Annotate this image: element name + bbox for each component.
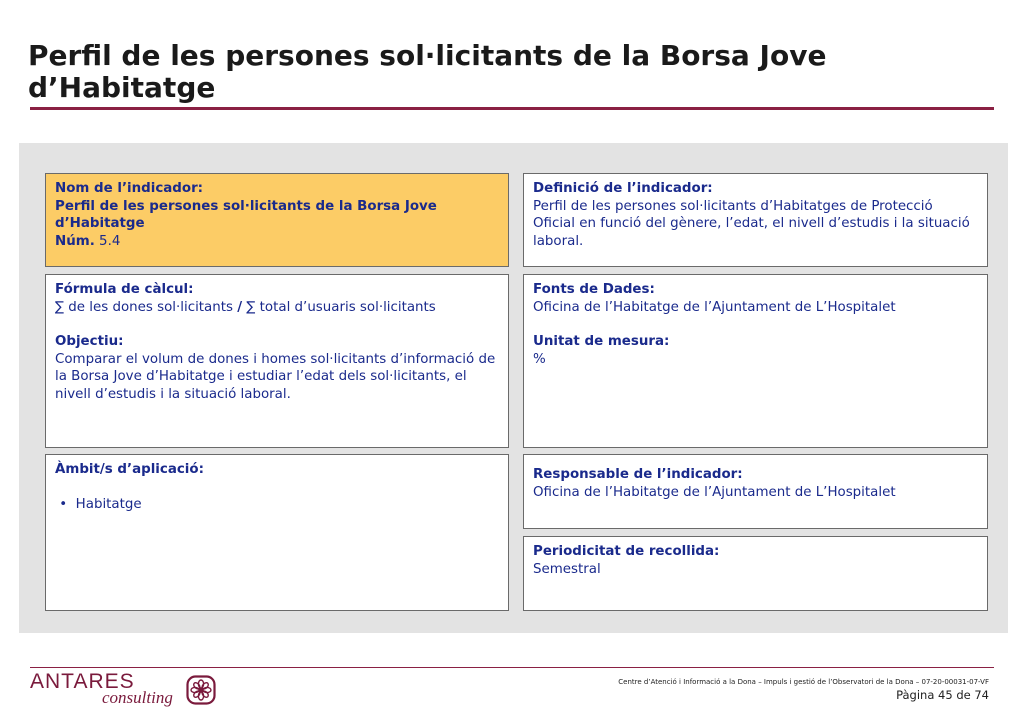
data-sources-label: Fonts de Dades: (533, 282, 655, 297)
data-sources-box (523, 274, 988, 448)
definition-box (523, 173, 988, 267)
formula-denominator: ∑ total d’usuaris sol·licitants (246, 299, 436, 315)
formula-operator: / (237, 299, 243, 315)
responsible-box (523, 454, 988, 529)
formula-label: Fórmula de càlcul: (55, 282, 194, 297)
indicator-number (55, 233, 499, 251)
footer-divider (30, 667, 994, 668)
definition-value: Perfil de les persones sol·licitants d’Habitatges de Protecció Oficial en funció del gènere, l’edat, el nivell d’estudis i la situació laboral. (533, 198, 970, 249)
page-number: Pàgina 45 de 74 (896, 688, 989, 702)
footer-document-info: Centre d’Atenció i Informació a la Dona – Impuls i gestió de l’Observatori de la Dona – 07-20-00031-07-VF (618, 678, 989, 686)
flower-logo-icon (186, 675, 216, 705)
scope-box (45, 454, 509, 611)
formula-numerator: ∑ de les dones sol·licitants (55, 299, 233, 315)
responsible-label: Responsable de l’indicador: (533, 467, 743, 482)
indicator-name-label: Nom de l’indicador: (55, 181, 204, 196)
unit-value: % (533, 351, 546, 367)
company-logo-subtext: consulting (102, 688, 173, 707)
objective-label: Objectiu: (55, 334, 124, 349)
page-title: Perfil de les persones sol·licitants de la Borsa Jove d’Habitatge (28, 39, 827, 104)
data-sources-value: Oficina de l’Habitatge de l’Ajuntament de L’Hospitalet (533, 299, 896, 315)
company-logo-text: ANTARES (30, 670, 135, 693)
formula-box (45, 274, 509, 448)
scope-label: Àmbit/s d’aplicació: (55, 462, 204, 477)
indicator-name-box (45, 173, 509, 267)
definition-label: Definició de l’indicador: (533, 181, 713, 196)
objective-value: Comparar el volum de dones i homes sol·licitants d’informació de la Borsa Jove d’Habitatge i estudiar l’edat dels sol·licitants, el nivell d’estudis i la situació laboral. (55, 351, 496, 402)
indicator-number-value: 5.4 (99, 233, 121, 249)
frequency-box (523, 536, 988, 611)
indicator-number-label: Núm. (55, 233, 95, 249)
unit-label: Unitat de mesura: (533, 334, 670, 349)
frequency-label: Periodicitat de recollida: (533, 544, 720, 559)
scope-item-text: Habitatge (75, 496, 142, 512)
title-divider (30, 107, 994, 110)
indicator-name-value: Perfil de les persones sol·licitants de la Borsa Jove d’Habitatge (55, 198, 437, 231)
responsible-value: Oficina de l’Habitatge de l’Ajuntament de L’Hospitalet (533, 484, 896, 500)
frequency-value: Semestral (533, 561, 601, 577)
scope-item: • Habitatge (55, 496, 142, 512)
formula-value (55, 299, 499, 317)
